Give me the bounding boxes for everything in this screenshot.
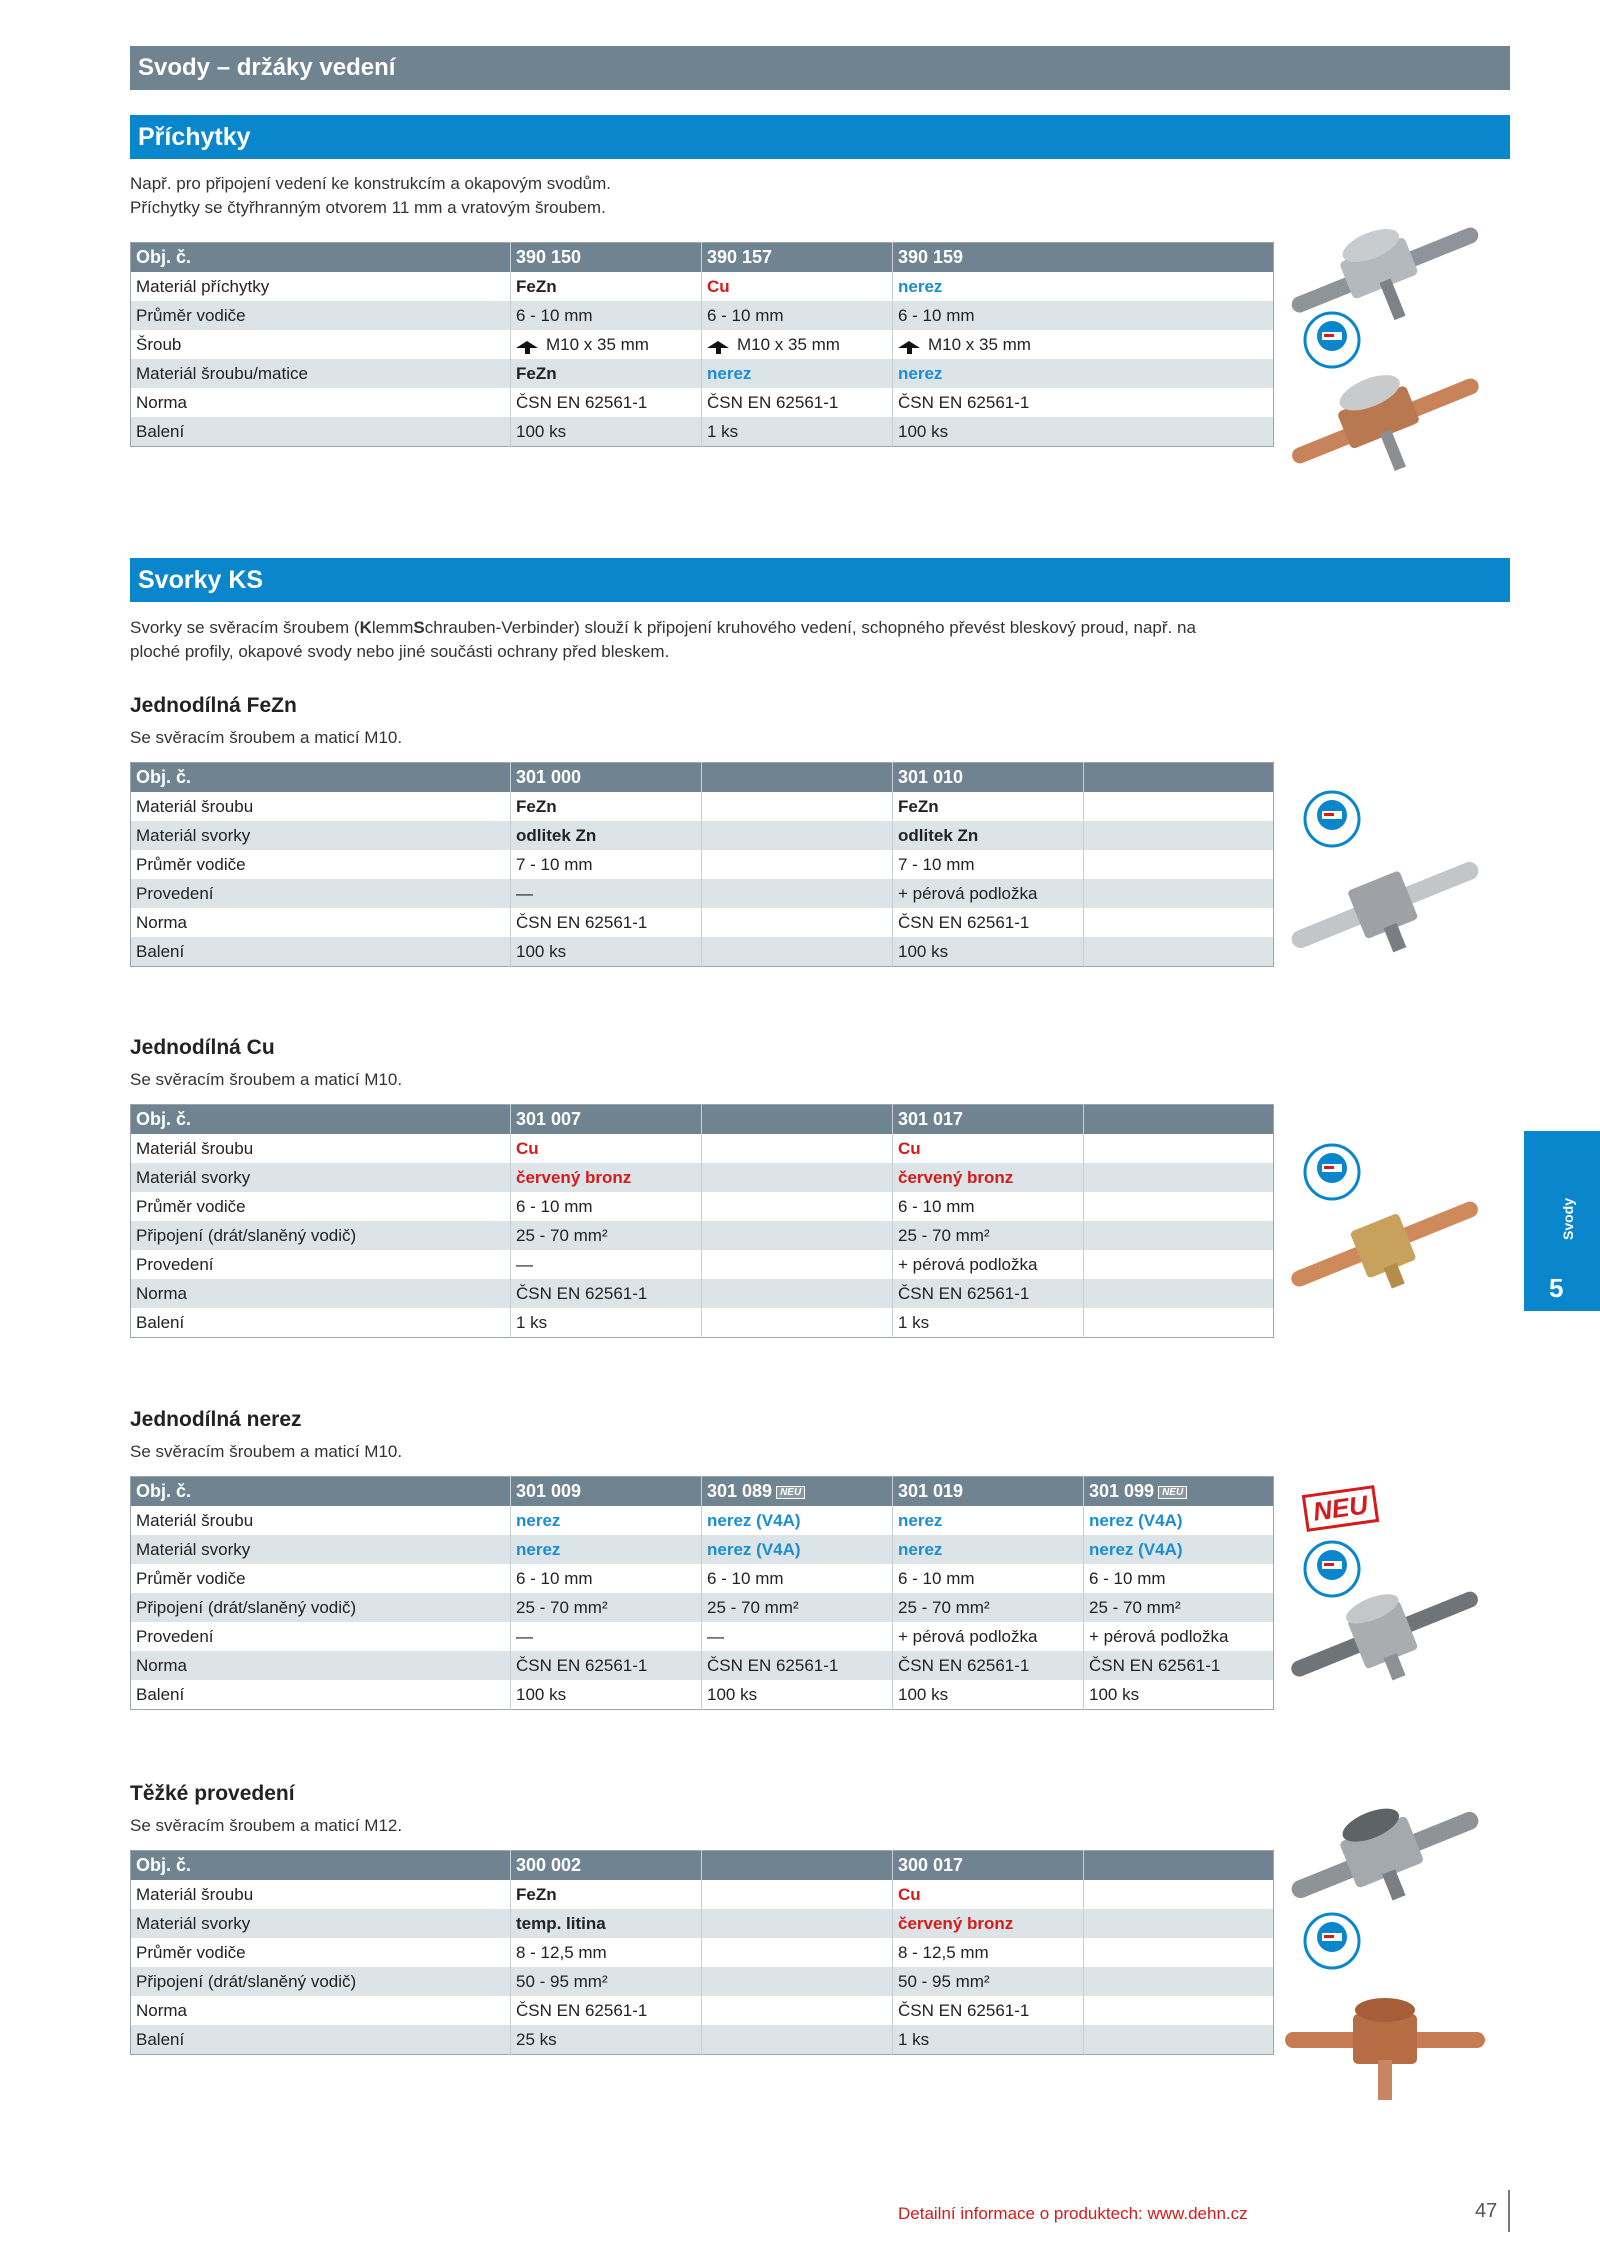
cell-value: 25 ks xyxy=(511,2025,702,2055)
row-label: Materiál šroubu xyxy=(136,796,254,816)
cell-value: ČSN EN 62561-1 xyxy=(511,1651,702,1680)
table-row xyxy=(131,1279,1274,1308)
table-row xyxy=(131,1880,1274,1909)
row-label: Připojení (drát/slaněný vodič) xyxy=(131,1593,511,1622)
cell-value: Cu xyxy=(893,1880,1084,1909)
footer-link[interactable]: Detailní informace o produktech: www.dehn.cz xyxy=(898,2204,1248,2223)
row-label: Průměr vodiče xyxy=(136,854,246,874)
table-header-row xyxy=(131,243,1274,273)
intro-text: chrauben-Verbinder) slouží k připojení kruhového vedení, schopného převést bleskový proud, např. na xyxy=(424,618,1196,637)
cell-value: 8 - 12,5 mm xyxy=(511,1938,702,1967)
cell-empty xyxy=(702,1938,893,1967)
row-label: Průměr vodiče xyxy=(136,1196,246,1216)
cell-value: 50 - 95 mm² xyxy=(511,1967,702,1996)
cell-empty xyxy=(1084,792,1274,821)
empty-header xyxy=(1084,1851,1274,1881)
cell-empty xyxy=(1084,850,1274,879)
cell-value xyxy=(893,330,1274,359)
svorky-intro xyxy=(130,616,1390,664)
row-label: Norma xyxy=(136,392,188,412)
article-number: 300 017 xyxy=(893,1851,1084,1881)
table-row xyxy=(131,301,1274,330)
cell-value: 1 ks xyxy=(702,417,893,447)
cell-value: ČSN EN 62561-1 xyxy=(702,1651,893,1680)
cell-value: ČSN EN 62561-1 xyxy=(511,388,702,417)
table-row xyxy=(131,821,1274,850)
cell-empty xyxy=(702,1221,893,1250)
article-number-cell xyxy=(702,1477,893,1507)
cell-empty xyxy=(1084,1308,1274,1338)
table-row xyxy=(131,417,1274,447)
table-row xyxy=(131,330,1274,359)
table-row xyxy=(131,1308,1274,1338)
cell-value: 25 - 70 mm² xyxy=(511,1593,702,1622)
table-row xyxy=(131,388,1274,417)
article-number: 301 099 xyxy=(1089,1481,1155,1501)
cell-value: 6 - 10 mm xyxy=(1084,1564,1274,1593)
article-number: 301 089 xyxy=(707,1481,773,1501)
cell-value: ČSN EN 62561-1 xyxy=(511,1279,702,1308)
cell-value: + pérová podložka xyxy=(893,1622,1084,1651)
cell-value: 8 - 12,5 mm xyxy=(893,1938,1084,1967)
cell-value: — xyxy=(511,879,702,908)
cell-value: odlitek Zn xyxy=(893,821,1084,850)
clamp-heavy-fezn-photo xyxy=(1285,1790,1485,1920)
cell-value: 100 ks xyxy=(893,937,1084,967)
cell-empty xyxy=(1084,1996,1274,2025)
cell-empty xyxy=(702,850,893,879)
row-label: Balení xyxy=(136,1684,185,1704)
cell-value: nerez (V4A) xyxy=(702,1506,893,1535)
page-number: 47 xyxy=(1475,2200,1498,2222)
row-label: Materiál svorky xyxy=(131,1909,511,1938)
cell-empty xyxy=(702,821,893,850)
cell-value: nerez (V4A) xyxy=(1084,1535,1274,1564)
cell-value: nerez xyxy=(511,1535,702,1564)
cell-empty xyxy=(702,1163,893,1192)
cell-value: FeZn xyxy=(511,359,702,388)
row-label: Norma xyxy=(131,1651,511,1680)
tested-seal-icon xyxy=(1303,1143,1361,1201)
row-label: Připojení (drát/slaněný vodič) xyxy=(131,1221,511,1250)
subsection-title: Jednodílná FeZn xyxy=(130,694,297,717)
cell-value: 6 - 10 mm xyxy=(702,1564,893,1593)
subsection-subtitle: Se svěracím šroubem a maticí M10. xyxy=(130,1070,403,1089)
cell-value: — xyxy=(702,1622,893,1651)
cell-empty xyxy=(1084,2025,1274,2055)
row-label: Provedení xyxy=(131,879,511,908)
table-row xyxy=(131,272,1274,301)
cell-empty xyxy=(702,1134,893,1163)
cell-value: FeZn xyxy=(511,272,702,301)
cell-value: 6 - 10 mm xyxy=(702,301,893,330)
chapter-tab[interactable] xyxy=(1524,1131,1600,1311)
carriage-bolt-icon xyxy=(707,341,729,348)
cell-value xyxy=(511,330,702,359)
cell-value: nerez xyxy=(702,359,893,388)
tested-seal-icon xyxy=(1303,311,1361,369)
table-row xyxy=(131,1221,1274,1250)
cell-value: 100 ks xyxy=(511,1680,702,1710)
cell-value: nerez xyxy=(511,1506,702,1535)
table-row xyxy=(131,2025,1274,2055)
carriage-bolt-icon xyxy=(516,341,538,348)
article-number: 390 150 xyxy=(511,243,702,273)
cell-value: ČSN EN 62561-1 xyxy=(893,1651,1084,1680)
cell-empty xyxy=(702,1996,893,2025)
table-header-row xyxy=(131,1851,1274,1881)
table-row xyxy=(131,1680,1274,1710)
header-label: Obj. č. xyxy=(131,243,511,273)
cell-value: 6 - 10 mm xyxy=(511,1564,702,1593)
subsection-subtitle: Se svěracím šroubem a maticí M12. xyxy=(130,1816,403,1835)
table-row xyxy=(131,908,1274,937)
table-row xyxy=(131,1651,1274,1680)
cell-value: 6 - 10 mm xyxy=(511,301,702,330)
table-row xyxy=(131,1564,1274,1593)
row-label: Materiál šroubu xyxy=(136,1884,254,1904)
table-row xyxy=(131,1163,1274,1192)
table-row xyxy=(131,879,1274,908)
intro-text: Svorky se svěracím šroubem ( xyxy=(130,618,360,637)
tested-seal-icon xyxy=(1303,1540,1361,1598)
row-label: Balení xyxy=(131,937,511,967)
svorky-intro-line-2: ploché profily, okapové svody nebo jiné součásti ochrany před bleskem. xyxy=(130,642,670,661)
cell-empty xyxy=(702,792,893,821)
cell-value: + pérová podložka xyxy=(893,1250,1084,1279)
fezn-table xyxy=(130,762,1274,967)
row-label: Průměr vodiče xyxy=(136,1568,246,1588)
cell-empty xyxy=(1084,1880,1274,1909)
cell-value: FeZn xyxy=(893,792,1084,821)
cell-value: ČSN EN 62561-1 xyxy=(511,1996,702,2025)
prichytky-intro xyxy=(130,172,1390,220)
clamp-cu-photo xyxy=(1285,355,1485,485)
cell-value: nerez (V4A) xyxy=(1084,1506,1274,1535)
subsection-title: Jednodílná nerez xyxy=(130,1408,302,1431)
table-row xyxy=(131,1622,1274,1651)
article-number: 301 009 xyxy=(511,1477,702,1507)
screw-size: M10 x 35 mm xyxy=(546,334,649,354)
cell-value: nerez xyxy=(893,1535,1084,1564)
section-heading-prichytky: Příchytky xyxy=(130,115,1510,159)
cell-empty xyxy=(702,937,893,967)
intro-text: lemm xyxy=(371,618,414,637)
cell-value: 50 - 95 mm² xyxy=(893,1967,1084,1996)
cell-value: 100 ks xyxy=(1084,1680,1274,1710)
cell-value: 100 ks xyxy=(511,417,702,447)
cell-value: červený bronz xyxy=(511,1163,702,1192)
cell-value xyxy=(702,330,893,359)
tested-seal-icon xyxy=(1303,790,1361,848)
cell-value: Cu xyxy=(893,1134,1084,1163)
cell-value: nerez (V4A) xyxy=(702,1535,893,1564)
article-number: 301 017 xyxy=(893,1105,1084,1135)
cell-empty xyxy=(702,1250,893,1279)
table-row xyxy=(131,1192,1274,1221)
cell-value: ČSN EN 62561-1 xyxy=(511,908,702,937)
cell-value: 6 - 10 mm xyxy=(893,301,1274,330)
subsection-title: Jednodílná Cu xyxy=(130,1036,275,1059)
header-label: Obj. č. xyxy=(131,1105,511,1135)
row-label: Balení xyxy=(136,1312,185,1332)
cell-empty xyxy=(702,1909,893,1938)
cell-value: Cu xyxy=(511,1134,702,1163)
row-label: Průměr vodiče xyxy=(136,1942,246,1962)
table-row xyxy=(131,1967,1274,1996)
cell-empty xyxy=(702,879,893,908)
cell-empty xyxy=(1084,1163,1274,1192)
clamp-heavy-cu-photo xyxy=(1285,1990,1485,2110)
empty-header xyxy=(1084,763,1274,793)
page-title: Svody – držáky vedení xyxy=(130,46,1510,90)
table-row xyxy=(131,1250,1274,1279)
cell-value: 100 ks xyxy=(893,417,1274,447)
cell-empty xyxy=(1084,1967,1274,1996)
nerez-table xyxy=(130,1476,1274,1710)
article-number: 390 159 xyxy=(893,243,1274,273)
cell-value: FeZn xyxy=(511,1880,702,1909)
prichytky-intro-line-1: Např. pro připojení vedení ke konstrukcím a okapovým svodům. xyxy=(130,174,611,193)
table-row xyxy=(131,1593,1274,1622)
table-header-row xyxy=(131,1105,1274,1135)
row-label: Průměr vodiče xyxy=(131,301,511,330)
cell-value: nerez xyxy=(893,1506,1084,1535)
screw-size: M10 x 35 mm xyxy=(928,334,1031,354)
chapter-tab-number: 5 xyxy=(1549,1273,1564,1303)
article-number-cell xyxy=(1084,1477,1274,1507)
cell-value: — xyxy=(511,1622,702,1651)
empty-header xyxy=(702,1851,893,1881)
cell-value: 25 - 70 mm² xyxy=(1084,1593,1274,1622)
cell-empty xyxy=(1084,908,1274,937)
table-row xyxy=(131,1535,1274,1564)
cell-empty xyxy=(1084,1221,1274,1250)
row-label: Materiál šroubu/matice xyxy=(131,359,511,388)
cell-value: červený bronz xyxy=(893,1909,1084,1938)
cell-value: temp. litina xyxy=(511,1909,702,1938)
cell-empty xyxy=(702,1279,893,1308)
row-label: Provedení xyxy=(136,1626,214,1646)
empty-header xyxy=(702,763,893,793)
tested-seal-icon xyxy=(1303,1912,1361,1970)
table-row xyxy=(131,1909,1274,1938)
row-label: Norma xyxy=(131,1279,511,1308)
cell-value: 1 ks xyxy=(511,1308,702,1338)
cell-value: 100 ks xyxy=(511,937,702,967)
cell-value: 25 - 70 mm² xyxy=(511,1221,702,1250)
article-number: 301 000 xyxy=(511,763,702,793)
subsection-subtitle: Se svěracím šroubem a maticí M10. xyxy=(130,1442,403,1461)
table-header-row xyxy=(131,763,1274,793)
cell-value: 7 - 10 mm xyxy=(511,850,702,879)
prichytky-intro-line-2: Příchytky se čtyřhranným otvorem 11 mm a vratovým šroubem. xyxy=(130,198,606,217)
table-header-row xyxy=(131,1477,1274,1507)
cell-value: 25 - 70 mm² xyxy=(893,1221,1084,1250)
empty-header xyxy=(1084,1105,1274,1135)
row-label: Šroub xyxy=(136,334,182,354)
cell-value: 25 - 70 mm² xyxy=(702,1593,893,1622)
cell-empty xyxy=(1084,1250,1274,1279)
cell-value: odlitek Zn xyxy=(511,821,702,850)
cell-value: Cu xyxy=(702,272,893,301)
row-label: Materiál svorky xyxy=(131,1163,511,1192)
table-row xyxy=(131,1134,1274,1163)
cell-value: 100 ks xyxy=(702,1680,893,1710)
svorky-intro-line-1 xyxy=(130,616,1390,640)
article-number: 300 002 xyxy=(511,1851,702,1881)
row-label: Norma xyxy=(136,2000,188,2020)
cell-empty xyxy=(1084,879,1274,908)
cell-value: 6 - 10 mm xyxy=(893,1192,1084,1221)
row-label: Připojení (drát/slaněný vodič) xyxy=(131,1967,511,1996)
table-row xyxy=(131,850,1274,879)
table-row xyxy=(131,792,1274,821)
cell-value: + pérová podložka xyxy=(893,879,1084,908)
cell-value: ČSN EN 62561-1 xyxy=(702,388,893,417)
row-label: Materiál svorky xyxy=(131,821,511,850)
intro-emphasis: S xyxy=(413,618,425,637)
cell-value: 6 - 10 mm xyxy=(511,1192,702,1221)
cell-empty xyxy=(1084,937,1274,967)
header-label: Obj. č. xyxy=(131,1851,511,1881)
intro-emphasis: K xyxy=(359,618,372,637)
cell-empty xyxy=(702,1880,893,1909)
cell-value: ČSN EN 62561-1 xyxy=(893,388,1274,417)
cell-empty xyxy=(702,1192,893,1221)
prichytky-table xyxy=(130,242,1274,447)
article-number: 301 019 xyxy=(893,1477,1084,1507)
cell-empty xyxy=(1084,821,1274,850)
table-row xyxy=(131,1996,1274,2025)
cell-value: 25 - 70 mm² xyxy=(893,1593,1084,1622)
cell-empty xyxy=(1084,1938,1274,1967)
article-number: 301 010 xyxy=(893,763,1084,793)
cell-value: 100 ks xyxy=(893,1680,1084,1710)
clamp-ks-fezn-photo xyxy=(1285,840,1485,970)
cell-value: ČSN EN 62561-1 xyxy=(893,908,1084,937)
carriage-bolt-icon xyxy=(898,341,920,348)
article-number: 390 157 xyxy=(702,243,893,273)
heavy-table xyxy=(130,1850,1274,2055)
cell-value: 1 ks xyxy=(893,2025,1084,2055)
new-badge: NEU xyxy=(1158,1486,1187,1499)
article-number: 301 007 xyxy=(511,1105,702,1135)
cell-value: — xyxy=(511,1250,702,1279)
table-row xyxy=(131,1506,1274,1535)
cell-value: ČSN EN 62561-1 xyxy=(893,1279,1084,1308)
row-label: Balení xyxy=(131,417,511,447)
row-label: Materiál šroubu xyxy=(136,1510,254,1530)
header-label: Obj. č. xyxy=(131,763,511,793)
cell-empty xyxy=(702,1967,893,1996)
table-row xyxy=(131,359,1274,388)
cell-empty xyxy=(1084,1192,1274,1221)
table-row xyxy=(131,937,1274,967)
new-badge: NEU xyxy=(776,1486,805,1499)
empty-header xyxy=(702,1105,893,1135)
cu-table xyxy=(130,1104,1274,1338)
cell-value: ČSN EN 62561-1 xyxy=(1084,1651,1274,1680)
cell-value: nerez xyxy=(893,272,1274,301)
row-label: Norma xyxy=(136,912,188,932)
cell-empty xyxy=(702,1308,893,1338)
cell-empty xyxy=(1084,1134,1274,1163)
row-label: Provedení xyxy=(136,1254,214,1274)
cell-value: ČSN EN 62561-1 xyxy=(893,1996,1084,2025)
screw-size: M10 x 35 mm xyxy=(737,334,840,354)
table-row xyxy=(131,1938,1274,1967)
cell-empty xyxy=(1084,1909,1274,1938)
cell-value: + pérová podložka xyxy=(1084,1622,1274,1651)
subsection-title: Těžké provedení xyxy=(130,1782,295,1805)
cell-value: 1 ks xyxy=(893,1308,1084,1338)
cell-value: 6 - 10 mm xyxy=(893,1564,1084,1593)
cell-empty xyxy=(1084,1279,1274,1308)
subsection-subtitle: Se svěracím šroubem a maticí M10. xyxy=(130,728,403,747)
cell-value: nerez xyxy=(893,359,1274,388)
cell-empty xyxy=(702,908,893,937)
row-label: Materiál příchytky xyxy=(136,276,270,296)
cell-value: 7 - 10 mm xyxy=(893,850,1084,879)
cell-value: FeZn xyxy=(511,792,702,821)
chapter-tab-label: Svody xyxy=(1560,1197,1576,1241)
new-stamp: NEU xyxy=(1302,1485,1379,1532)
cell-empty xyxy=(702,2025,893,2055)
page-number-divider xyxy=(1508,2190,1510,2232)
row-label: Materiál šroubu xyxy=(136,1138,254,1158)
row-label: Materiál svorky xyxy=(131,1535,511,1564)
row-label: Balení xyxy=(131,2025,511,2055)
section-heading-svorky: Svorky KS xyxy=(130,558,1510,602)
header-label: Obj. č. xyxy=(131,1477,511,1507)
cell-value: červený bronz xyxy=(893,1163,1084,1192)
